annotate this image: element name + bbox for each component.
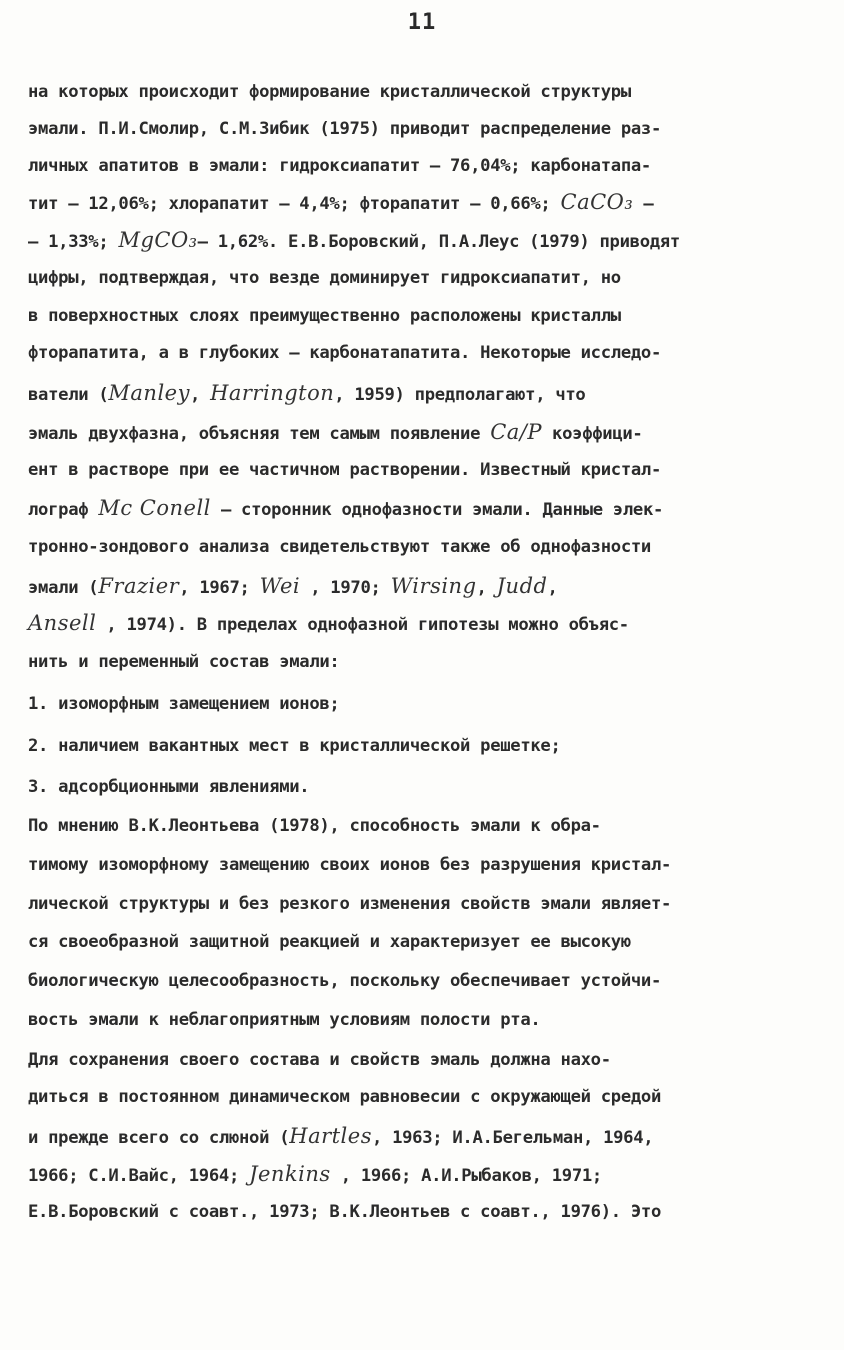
text-line [28, 969, 844, 993]
handwritten-term: MgCO₃ [118, 228, 198, 252]
text-line [28, 154, 844, 178]
handwritten-term: Ansell [28, 611, 97, 635]
handwritten-term: Frazier [98, 574, 180, 598]
text-line [28, 1008, 844, 1032]
line-segment: По мнению В.К.Леонтьева (1978), способность эмали к обра- [28, 816, 601, 836]
line-segment: ся своеобразной защитной реакцией и характеризует ее высокую [28, 932, 631, 952]
text-line [28, 1162, 844, 1188]
line-segment: Е.В.Боровский с соавт., 1973; В.К.Леонтьев с соавт., 1976). Это [28, 1202, 662, 1222]
text-line [28, 1048, 844, 1072]
handwritten-term: Jenkins [249, 1162, 331, 1186]
handwritten-term: Harrington [210, 381, 335, 405]
line-segment: цифры, подтверждая, что везде доминирует гидроксиапатит, но [28, 268, 621, 288]
handwritten-term: CaCO₃ [560, 190, 634, 214]
line-segment: в поверхностных слоях преимущественно расположены кристаллы [28, 306, 621, 326]
line-segment: на которых происходит формирование кристаллической структуры [28, 82, 631, 102]
line-segment: биологическую целесообразность, поскольку обеспечивает устойчи- [28, 971, 662, 991]
line-segment: нить и переменный состав эмали: [28, 652, 340, 672]
text-line [28, 892, 844, 916]
text-line [28, 574, 844, 600]
line-segment: , 1966; А.И.Рыбаков, 1971; [330, 1166, 602, 1186]
text-line [28, 1085, 844, 1109]
line-segment: тронно-зондового анализа свидетельствуют также об однофазности [28, 537, 651, 557]
line-segment: , 1967; [179, 578, 260, 598]
text-line [28, 535, 844, 559]
line-segment: , [476, 578, 497, 598]
line-segment: лической структуры и без резкого изменения свойств эмали являет- [28, 894, 672, 914]
line-segment: эмаль двухфазна, объясняя тем самым появление [28, 424, 491, 444]
handwritten-term: Judd [496, 574, 548, 598]
line-segment: , 1963; И.А.Бегельман, 1964, [371, 1128, 654, 1148]
line-segment: Для сохранения своего состава и свойств эмаль должна нахо- [28, 1050, 611, 1070]
handwritten-term: Wirsing [390, 574, 477, 598]
text-line [28, 1200, 844, 1224]
line-segment: , [189, 385, 211, 405]
text-line [28, 341, 844, 365]
line-segment: фторапатита, а в глубоких – карбонатапатита. Некоторые исследо- [28, 343, 662, 363]
text-line [28, 190, 844, 216]
line-segment: , 1970; [300, 578, 391, 598]
line-segment: эмали. П.И.Смолир, С.М.Зибик (1975) приводит распределение раз- [28, 119, 662, 139]
line-segment: , 1959) предполагают, что [334, 385, 586, 405]
line-segment: тит – 12,06%; хлорапатит – 4,4%; фторапатит – 0,66%; [28, 194, 561, 214]
line-segment: личных апатитов в эмали: гидроксиапатит – 76,04%; карбонатапа- [28, 156, 651, 176]
line-segment: ватели ( [28, 385, 109, 405]
text-line [28, 420, 844, 446]
line-segment: – 1,62%. Е.В.Боровский, П.А.Леус (1979) приводят [197, 232, 680, 252]
line-segment: , [547, 578, 558, 598]
handwritten-term: Hartles [289, 1124, 372, 1148]
text-line [28, 1124, 844, 1150]
line-segment: – [633, 194, 654, 214]
text-line [28, 304, 844, 328]
text-line [28, 775, 844, 799]
text-line [28, 266, 844, 290]
text-line [28, 650, 844, 674]
line-segment: ент в растворе при ее частичном растворении. Известный кристал- [28, 460, 662, 480]
line-segment: и прежде всего со слюной ( [28, 1128, 290, 1148]
text-line [28, 458, 844, 482]
line-segment: – 1,33%; [28, 232, 119, 252]
text-line [28, 611, 844, 637]
text-line [28, 496, 844, 522]
line-segment: вость эмали к неблагоприятным условиям полости рта. [28, 1010, 541, 1030]
text-line [28, 228, 844, 254]
line-segment: эмали ( [28, 578, 99, 598]
handwritten-term: Wei [259, 574, 301, 598]
line-segment: коэффици- [542, 424, 643, 444]
text-line [28, 734, 844, 758]
text-line [28, 381, 844, 407]
line-segment: 1966; С.И.Вайс, 1964; [28, 1166, 250, 1186]
line-segment: , 1974). В пределах однофазной гипотезы можно объяс- [96, 615, 629, 635]
text-line [28, 692, 844, 716]
text-line [28, 930, 844, 954]
text-line [28, 853, 844, 877]
line-segment: диться в постоянном динамическом равновесии с окружающей средой [28, 1087, 662, 1107]
line-segment: 2. наличием вакантных мест в кристаллической решетке; [28, 736, 561, 756]
text-line [28, 80, 844, 104]
handwritten-term: Mc Conell [98, 496, 211, 520]
handwritten-term: Ca/P [490, 420, 542, 444]
line-segment: тимому изоморфному замещению своих ионов без разрушения кристал- [28, 855, 672, 875]
text-line [28, 117, 844, 141]
line-segment: лограф [28, 500, 99, 520]
page-number: 11 [407, 10, 437, 35]
line-segment: 1. изоморфным замещением ионов; [28, 694, 340, 714]
text-line [28, 814, 844, 838]
handwritten-term: Manley [108, 381, 190, 405]
line-segment: – сторонник однофазности эмали. Данные элек- [210, 500, 664, 520]
line-segment: 3. адсорбционными явлениями. [28, 777, 310, 797]
